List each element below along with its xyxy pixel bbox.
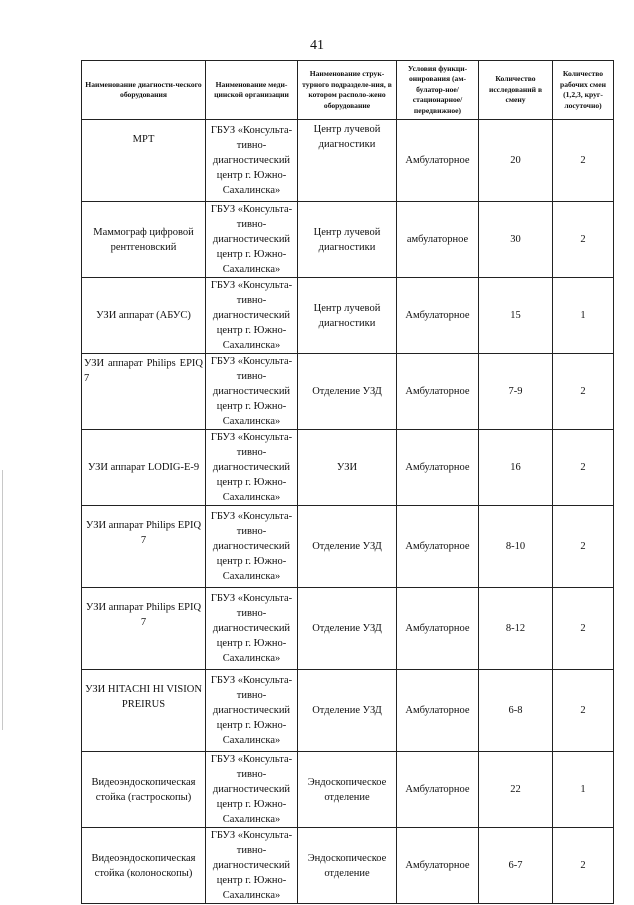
cell-department: Эндоскопическое отделение <box>298 752 397 828</box>
scan-artifact <box>2 470 3 730</box>
cell-shifts: 2 <box>553 430 614 506</box>
cell-department: Центр лучевой диагностики <box>298 120 397 202</box>
table-row <box>82 202 614 278</box>
cell-department: Центр лучевой диагностики <box>298 278 397 354</box>
cell-organization: ГБУЗ «Консульта-тивно-диагностический центр г. Южно-Сахалинска» <box>206 202 298 278</box>
cell-shifts: 2 <box>553 670 614 752</box>
header-shifts: Количество рабочих смен (1,2,3, круг-лосуточно) <box>553 61 614 120</box>
cell-organization: ГБУЗ «Консульта-тивно-диагностический центр г. Южно-Сахалинска» <box>206 752 298 828</box>
cell-organization: ГБУЗ «Консульта-тивно-диагностический центр г. Южно-Сахалинска» <box>206 354 298 430</box>
table-row <box>82 828 614 904</box>
table-row <box>82 354 614 430</box>
cell-equipment: УЗИ аппарат Philips EPIQ 7 <box>82 588 206 670</box>
header-conditions: Условия функци-онирования (ам-булатор-ное/стационарное/ передвижное) <box>397 61 479 120</box>
header-studies: Количество исследований в смену <box>479 61 553 120</box>
cell-department: Отделение УЗД <box>298 354 397 430</box>
equipment-table <box>81 60 614 904</box>
cell-shifts: 2 <box>553 202 614 278</box>
cell-department: Центр лучевой диагностики <box>298 202 397 278</box>
cell-conditions: Амбулаторное <box>397 828 479 904</box>
cell-shifts: 2 <box>553 506 614 588</box>
cell-shifts: 1 <box>553 752 614 828</box>
header-organization: Наименование меди-цинской организации <box>206 61 298 120</box>
cell-studies: 6-8 <box>479 670 553 752</box>
cell-studies: 16 <box>479 430 553 506</box>
cell-studies: 20 <box>479 120 553 202</box>
cell-organization: ГБУЗ «Консульта-тивно-диагностический центр г. Южно-Сахалинска» <box>206 588 298 670</box>
cell-shifts: 2 <box>553 588 614 670</box>
cell-conditions: Амбулаторное <box>397 430 479 506</box>
cell-equipment: УЗИ HITACHI HI VISION PREIRUS <box>82 670 206 752</box>
cell-equipment: УЗИ аппарат Philips EPIQ 7 <box>82 506 206 588</box>
table-row <box>82 588 614 670</box>
cell-conditions: Амбулаторное <box>397 752 479 828</box>
cell-shifts: 1 <box>553 278 614 354</box>
cell-shifts: 2 <box>553 120 614 202</box>
table-row <box>82 120 614 202</box>
cell-studies: 6-7 <box>479 828 553 904</box>
cell-studies: 15 <box>479 278 553 354</box>
cell-shifts: 2 <box>553 828 614 904</box>
cell-organization: ГБУЗ «Консульта-тивно-диагностический центр г. Южно-Сахалинска» <box>206 430 298 506</box>
table-row <box>82 278 614 354</box>
cell-conditions: Амбулаторное <box>397 354 479 430</box>
cell-organization: ГБУЗ «Консульта-тивно-диагностический центр г. Южно-Сахалинска» <box>206 670 298 752</box>
cell-equipment: УЗИ аппарат LODIG-E-9 <box>82 430 206 506</box>
cell-department: Отделение УЗД <box>298 506 397 588</box>
cell-shifts: 2 <box>553 354 614 430</box>
cell-conditions: Амбулаторное <box>397 588 479 670</box>
table-header-row <box>82 61 614 120</box>
cell-conditions: Амбулаторное <box>397 278 479 354</box>
cell-conditions: Амбулаторное <box>397 670 479 752</box>
cell-equipment: УЗИ аппарат Philips EPIQ 7 <box>82 354 206 430</box>
cell-studies: 22 <box>479 752 553 828</box>
cell-equipment: Видеоэндоскопическая стойка (колоноскопы) <box>82 828 206 904</box>
cell-department: Отделение УЗД <box>298 670 397 752</box>
cell-department: УЗИ <box>298 430 397 506</box>
header-equipment: Наименование диагности-ческого оборудования <box>82 61 206 120</box>
table-row <box>82 670 614 752</box>
cell-department: Отделение УЗД <box>298 588 397 670</box>
header-department: Наименование струк-турного подразделе-ния, в котором располо-жено оборудование <box>298 61 397 120</box>
cell-organization: ГБУЗ «Консульта-тивно-диагностический центр г. Южно-Сахалинска» <box>206 506 298 588</box>
cell-equipment: МРТ <box>82 120 206 202</box>
cell-studies: 8-10 <box>479 506 553 588</box>
cell-conditions: Амбулаторное <box>397 120 479 202</box>
cell-equipment: Маммограф цифровой рентгеновский <box>82 202 206 278</box>
cell-equipment: УЗИ аппарат (АБУС) <box>82 278 206 354</box>
table-row <box>82 430 614 506</box>
cell-department: Эндоскопическое отделение <box>298 828 397 904</box>
cell-conditions: амбулаторное <box>397 202 479 278</box>
cell-organization: ГБУЗ «Консульта-тивно-диагностический центр г. Южно-Сахалинска» <box>206 120 298 202</box>
page-number: 41 <box>310 38 324 53</box>
cell-organization: ГБУЗ «Консульта-тивно-диагностический центр г. Южно-Сахалинска» <box>206 278 298 354</box>
cell-equipment: Видеоэндоскопическая стойка (гастроскопы) <box>82 752 206 828</box>
table-row <box>82 752 614 828</box>
cell-studies: 8-12 <box>479 588 553 670</box>
cell-organization: ГБУЗ «Консульта-тивно-диагностический центр г. Южно-Сахалинска» <box>206 828 298 904</box>
cell-conditions: Амбулаторное <box>397 506 479 588</box>
cell-studies: 30 <box>479 202 553 278</box>
cell-studies: 7-9 <box>479 354 553 430</box>
table-row <box>82 506 614 588</box>
